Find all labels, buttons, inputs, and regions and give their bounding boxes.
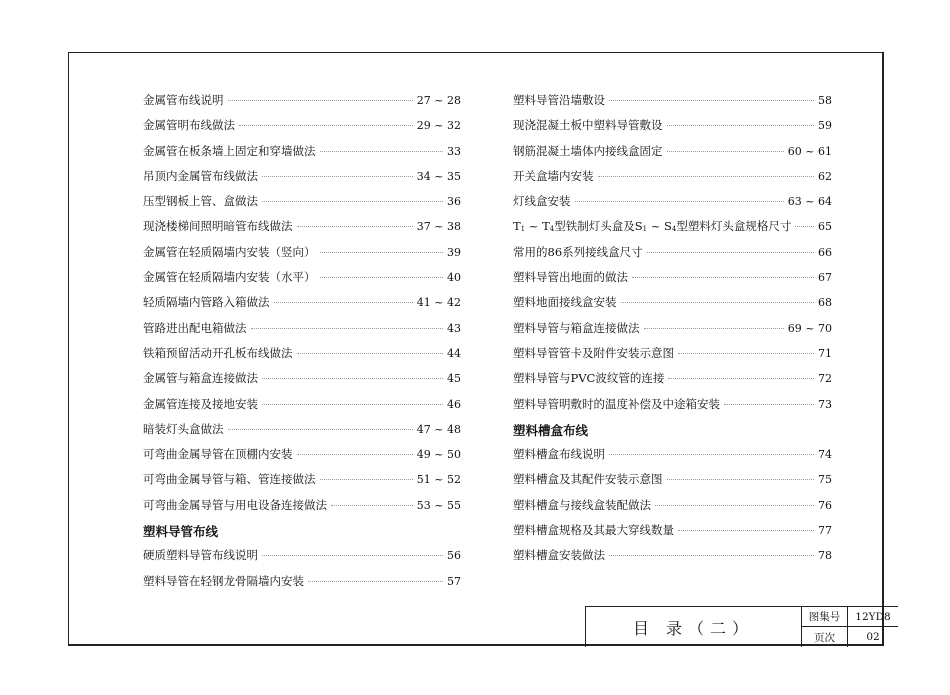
toc-entry-page: 57	[447, 574, 461, 588]
toc-entry	[513, 244, 832, 269]
toc-entry-title: 塑料槽盒及其配件安装示意图	[513, 472, 663, 487]
toc-entry	[143, 497, 461, 522]
toc-entry	[143, 573, 461, 598]
title-fragment: ~ T	[525, 219, 550, 234]
toc-entry-page: 51 ~ 52	[416, 473, 461, 487]
toc-entry-page: 73	[818, 397, 832, 411]
toc-entry	[513, 143, 832, 168]
toc-left-column	[143, 92, 461, 598]
toc-entry	[143, 320, 461, 345]
toc-entry	[513, 345, 832, 370]
dot-leader	[609, 555, 814, 556]
toc-entry-title: 轻质隔墙内管路入箱做法	[143, 295, 270, 310]
toc-entry	[143, 421, 461, 446]
dot-leader	[297, 454, 413, 455]
dot-leader	[320, 479, 413, 480]
toc-entry	[513, 92, 832, 117]
toc-entry-page: 46	[447, 397, 461, 411]
toc-entry	[513, 168, 832, 193]
dot-leader	[598, 176, 815, 177]
toc-entry-page: 53 ~ 55	[416, 498, 461, 512]
toc-entry-page: 65	[818, 220, 832, 234]
dot-leader	[262, 404, 443, 405]
subscript: 1	[520, 225, 526, 234]
dot-leader	[667, 479, 815, 480]
toc-entry-title: 可弯曲金属导管与箱、管连接做法	[143, 472, 316, 487]
toc-entry-page: 39	[447, 245, 461, 259]
dot-leader	[795, 226, 814, 227]
toc-entry	[143, 218, 461, 243]
toc-entry-title: 金属管连接及接地安装	[143, 396, 258, 411]
toc-entry-page: 72	[818, 372, 832, 386]
dot-leader	[668, 378, 814, 379]
toc-entry	[513, 471, 832, 496]
toc-entry-title	[513, 218, 791, 234]
toc-entry-title: 塑料槽盒布线说明	[513, 447, 605, 462]
dot-leader	[331, 505, 413, 506]
toc-entry-page: 75	[818, 473, 832, 487]
toc-entry	[513, 396, 832, 421]
toc-entry-page: 59	[818, 119, 832, 133]
toc-entry-page: 76	[818, 498, 832, 512]
toc-entry-title: 灯线盒安装	[513, 194, 571, 209]
toc-entry-page: 37 ~ 38	[416, 220, 461, 234]
toc-entry-page: 58	[818, 94, 832, 107]
toc-left-list	[143, 92, 461, 522]
toc-entry	[143, 547, 461, 572]
toc-entry-page: 29 ~ 32	[416, 119, 461, 133]
toc-entry-title: 金属管在轻质隔墙内安装（竖向）	[143, 244, 316, 259]
toc-entry-page: 63 ~ 64	[787, 195, 832, 209]
toc-entry-page: 36	[447, 195, 461, 209]
toc-entry-page: 74	[818, 448, 832, 462]
dot-leader	[320, 277, 444, 278]
toc-entry-page: 40	[447, 271, 461, 285]
dot-leader	[647, 252, 814, 253]
title-block-info	[802, 607, 898, 647]
toc-left-list-2	[143, 547, 461, 598]
dot-leader	[678, 353, 814, 354]
toc-entry-page: 67	[818, 271, 832, 285]
toc-entry-title: 塑料导管在轻钢龙骨隔墙内安装	[143, 573, 304, 588]
toc-entry-title: 塑料导管管卡及附件安装示意图	[513, 345, 674, 360]
atlas-number-value: 12YD8	[848, 607, 898, 627]
toc-entry-page: 77	[818, 524, 832, 538]
toc-entry-page: 43	[447, 321, 461, 335]
toc-entry	[143, 471, 461, 496]
toc-entry-page: 71	[818, 346, 832, 360]
toc-entry	[143, 370, 461, 395]
toc-entry	[513, 497, 832, 522]
title-block	[585, 606, 898, 647]
toc-entry-title: 金属管在轻质隔墙内安装（水平）	[143, 270, 316, 285]
dot-leader	[262, 378, 443, 379]
toc-entry-page: 41 ~ 42	[416, 296, 461, 310]
toc-entry-title: 暗装灯头盒做法	[143, 421, 224, 436]
toc-entry	[513, 193, 832, 218]
toc-entry-title: 吊顶内金属管布线做法	[143, 168, 258, 183]
toc-entry-title: 塑料导管与箱盒连接做法	[513, 320, 640, 335]
toc-entry	[513, 547, 832, 572]
page-number-value: 02	[866, 631, 880, 643]
toc-entry-title: 塑料槽盒与接线盒装配做法	[513, 497, 651, 512]
toc-entry-title: 现浇混凝土板中塑料导管敷设	[513, 118, 663, 133]
toc-entry-page: 78	[818, 549, 832, 563]
toc-entry	[143, 168, 461, 193]
toc-entry-page: 27 ~ 28	[416, 94, 461, 107]
toc-entry-page: 60 ~ 61	[787, 144, 832, 158]
title-fragment: ~ S	[647, 219, 672, 234]
dot-leader	[320, 151, 444, 152]
toc-entry-title: 常用的86系列接线盒尺寸	[513, 244, 643, 259]
section-title: 塑料导管布线	[143, 524, 219, 540]
dot-leader	[667, 151, 784, 152]
subscript: 4	[671, 225, 677, 234]
toc-entry-title: 塑料槽盒安装做法	[513, 548, 605, 563]
dot-leader	[655, 505, 814, 506]
toc-entry-title: 塑料导管明敷时的温度补偿及中途箱安装	[513, 396, 720, 411]
page-number-label: 页次	[802, 627, 848, 647]
toc-entry-title: 金属管与箱盒连接做法	[143, 371, 258, 386]
title-fragment: 型塑料灯头盒规格尺寸	[676, 219, 792, 234]
toc-entry-title: 塑料导管与PVC波纹管的连接	[513, 371, 665, 386]
title-fragment: 型铁制灯头盒及S	[554, 219, 643, 234]
toc-entry-page: 47 ~ 48	[416, 422, 461, 436]
toc-entry-title: 可弯曲金属导管在顶棚内安装	[143, 447, 293, 462]
title-fragment: T	[513, 219, 521, 234]
toc-right-list-2	[513, 446, 832, 572]
toc-entry	[143, 117, 461, 142]
toc-entry-page: 62	[818, 169, 832, 183]
toc-entry-page: 56	[447, 549, 461, 563]
dot-leader	[297, 353, 444, 354]
toc-entry-title: 塑料槽盒规格及其最大穿线数量	[513, 523, 674, 538]
toc-entry-title: 塑料导管沿墙敷设	[513, 93, 605, 107]
dot-leader	[621, 302, 815, 303]
dot-leader	[644, 328, 784, 329]
dot-leader	[262, 176, 413, 177]
toc-entry-page: 45	[447, 372, 461, 386]
toc-entry	[513, 522, 832, 547]
atlas-number-label: 图集号	[802, 607, 848, 627]
subscript: 1	[642, 225, 648, 234]
dot-leader	[678, 530, 814, 531]
toc-entry	[143, 446, 461, 471]
section-title: 塑料槽盒布线	[513, 422, 589, 438]
toc-entry	[143, 269, 461, 294]
toc-entry-title: 金属管布线说明	[143, 93, 224, 107]
toc-entry	[143, 193, 461, 218]
toc-entry-title: 压型钢板上管、盒做法	[143, 194, 258, 209]
dot-leader	[667, 125, 815, 126]
toc-entry-page: 33	[447, 144, 461, 158]
subscript: 4	[549, 225, 555, 234]
toc-right-column	[513, 92, 832, 573]
toc-entry-page: 69 ~ 70	[787, 321, 832, 335]
toc-entry-page: 66	[818, 245, 832, 259]
toc-entry-title: 钢筋混凝土墙体内接线盒固定	[513, 143, 663, 158]
toc-entry	[513, 446, 832, 471]
toc-entry	[143, 92, 461, 117]
dot-leader	[724, 404, 814, 405]
toc-entry-title: 开关盒墙内安装	[513, 168, 594, 183]
toc-entry	[143, 244, 461, 269]
dot-leader	[239, 125, 413, 126]
dot-leader	[308, 581, 443, 582]
dot-leader	[228, 429, 413, 430]
toc-entry-title: 塑料地面接线盒安装	[513, 295, 617, 310]
dot-leader	[320, 252, 444, 253]
toc-entry	[143, 294, 461, 319]
toc-entry	[513, 294, 832, 319]
toc-entry-title: 可弯曲金属导管与用电设备连接做法	[143, 497, 327, 512]
toc-entry-page: 34 ~ 35	[416, 169, 461, 183]
title-block-title: 目 录（二）	[586, 607, 802, 647]
toc-entry-page: 68	[818, 296, 832, 310]
toc-entry-title: 管路进出配电箱做法	[143, 320, 247, 335]
toc-entry-title: 塑料导管出地面的做法	[513, 270, 628, 285]
toc-entry	[513, 320, 832, 345]
toc-entry-title: 硬质塑料导管布线说明	[143, 548, 258, 563]
dot-leader	[297, 226, 413, 227]
toc-entry-title: 现浇楼梯间照明暗管布线做法	[143, 219, 293, 234]
dot-leader	[228, 100, 413, 101]
toc-entry	[143, 143, 461, 168]
toc-entry-title: 铁箱预留活动开孔板布线做法	[143, 345, 293, 360]
dot-leader	[575, 201, 784, 202]
dot-leader	[609, 100, 814, 101]
toc-entry	[513, 269, 832, 294]
toc-entry-page: 44	[447, 346, 461, 360]
toc-entry-title: 金属管在板条墙上固定和穿墙做法	[143, 143, 316, 158]
dot-leader	[251, 328, 444, 329]
toc-entry	[143, 396, 461, 421]
toc-entry	[513, 117, 832, 142]
toc-entry	[143, 345, 461, 370]
section-heading-plastic-conduit	[143, 522, 461, 547]
toc-entry	[513, 218, 832, 243]
dot-leader	[609, 454, 814, 455]
toc-entry-title: 金属管明布线做法	[143, 118, 235, 133]
dot-leader	[632, 277, 814, 278]
toc-entry-page: 49 ~ 50	[416, 448, 461, 462]
section-heading-plastic-trunking	[513, 421, 832, 446]
dot-leader	[262, 555, 443, 556]
toc-right-list	[513, 92, 832, 421]
dot-leader	[274, 302, 413, 303]
toc-entry	[513, 370, 832, 395]
dot-leader	[262, 201, 443, 202]
